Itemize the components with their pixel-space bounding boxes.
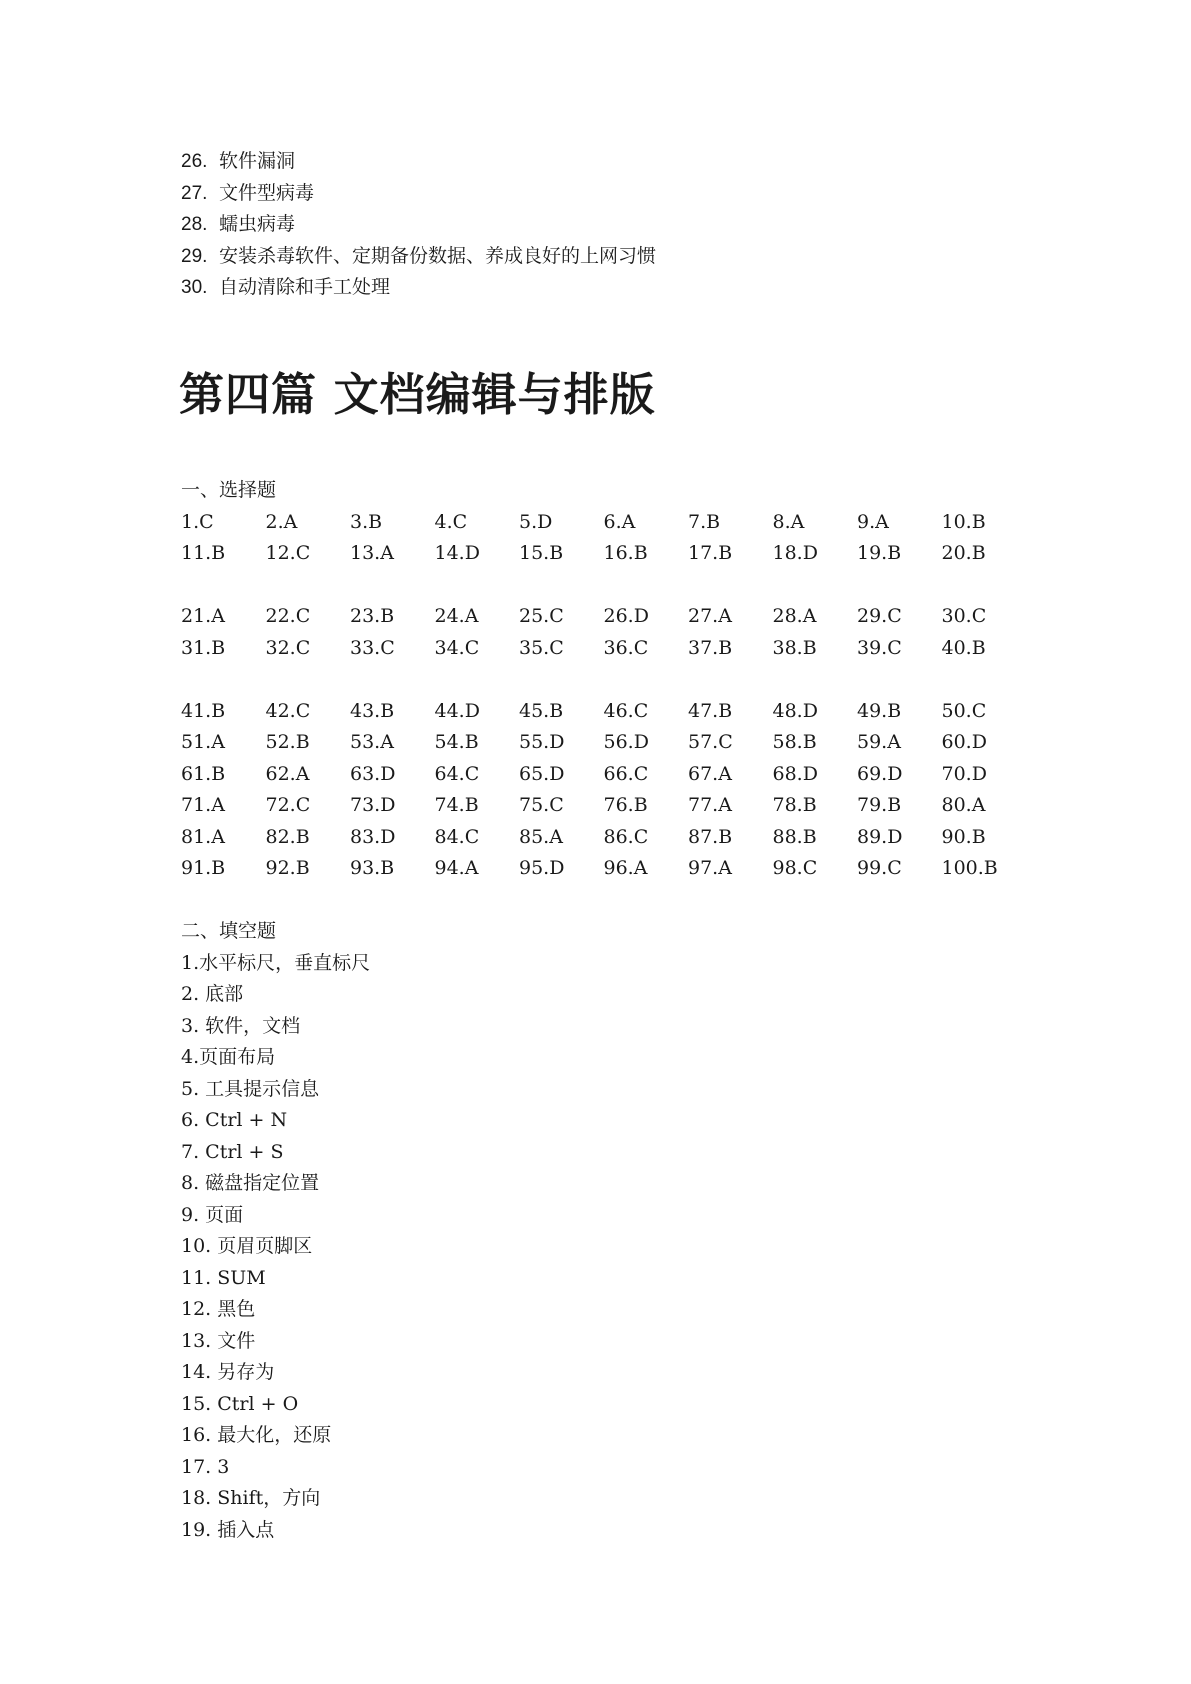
answer-cell: 48.D: [772, 699, 818, 722]
answer-row: [181, 696, 1026, 728]
answer-cell: 73.D: [350, 794, 396, 816]
answer-cell: 67.A: [688, 762, 732, 785]
answer-cell: 42.C: [265, 699, 311, 722]
list-item: 16. 最大化，还原: [181, 1424, 332, 1446]
answer-cell: 16.B: [603, 542, 648, 564]
answer-row: [181, 853, 1026, 885]
answer-cell: 47.B: [688, 699, 733, 722]
answer-cell: 36.C: [603, 636, 649, 659]
answer-cell: 78.B: [772, 794, 817, 816]
answer-cell: 75.C: [519, 794, 564, 816]
list-item: [181, 272, 656, 304]
answer-cell: 82.B: [265, 825, 310, 848]
list-item: [181, 178, 656, 210]
answer-cell: 45.B: [519, 699, 564, 722]
answer-cell: 70.D: [941, 762, 987, 785]
answer-cell: 23.B: [350, 605, 395, 627]
answer-cell: 58.B: [772, 731, 817, 753]
answer-cell: 49.B: [857, 699, 902, 722]
list-item: 11. SUM: [181, 1266, 266, 1289]
list-item: 19. 插入点: [181, 1518, 275, 1541]
answer-cell: 88.B: [772, 825, 817, 848]
answer-cell: 33.C: [350, 636, 395, 659]
answer-cell: 26.D: [603, 605, 649, 627]
choice-answer-grid: [181, 507, 1026, 885]
answer-cell: 89.D: [857, 825, 903, 848]
answer-cell: 90.B: [941, 825, 986, 848]
answer-cell: 27.A: [688, 605, 732, 627]
answer-cell: 44.D: [434, 699, 480, 722]
list-item: 8. 磁盘指定位置: [181, 1172, 320, 1194]
answer-cell: 15.B: [519, 542, 564, 564]
fill-section-label: 二、填空题: [181, 920, 277, 942]
answer-cell: 100.B: [941, 857, 998, 879]
answer-cell: 24.A: [434, 605, 479, 627]
answer-cell: 66.C: [603, 762, 649, 785]
answer-cell: 77.A: [688, 794, 732, 816]
answer-row: [181, 507, 1026, 539]
answer-cell: 63.D: [350, 762, 396, 785]
item-text: 软件漏洞: [219, 151, 296, 172]
answer-cell: 46.C: [603, 699, 649, 722]
answer-cell: 8.A: [772, 510, 805, 533]
answer-cell: 51.A: [181, 731, 225, 753]
answer-cell: 59.A: [857, 731, 901, 753]
answer-cell: 84.C: [434, 825, 480, 848]
answer-cell: 57.C: [688, 731, 733, 753]
item-text: 文件型病毒: [219, 182, 315, 204]
answer-cell: 74.B: [434, 794, 479, 816]
list-item: [181, 209, 656, 241]
answer-cell: 22.C: [265, 605, 311, 627]
answer-cell: 55.D: [519, 731, 565, 753]
answer-cell: 76.B: [603, 794, 648, 816]
answer-cell: 25.C: [519, 605, 564, 627]
list-item: [181, 146, 656, 178]
answer-row: [181, 727, 1026, 759]
list-item: 18. Shift，方向: [181, 1487, 321, 1509]
item-number: 30.: [181, 277, 208, 298]
answer-cell: 37.B: [688, 636, 733, 659]
answer-cell: 80.A: [941, 794, 986, 816]
answer-cell: 81.A: [181, 825, 225, 848]
answer-cell: 40.B: [941, 636, 986, 659]
answer-cell: 56.D: [603, 731, 649, 753]
answer-cell: 41.B: [181, 699, 226, 722]
answer-cell: 65.D: [519, 762, 565, 785]
answer-cell: 53.A: [350, 731, 394, 753]
answer-cell: 62.A: [265, 762, 310, 785]
answer-cell: 99.C: [857, 857, 902, 879]
answer-cell: 69.D: [857, 762, 903, 785]
answer-cell: 32.C: [265, 636, 311, 659]
answer-cell: 86.C: [603, 825, 649, 848]
answer-cell: 19.B: [857, 542, 902, 564]
answer-cell: 50.C: [941, 699, 987, 722]
item-number: 29.: [181, 245, 208, 267]
answer-cell: 21.A: [181, 605, 225, 627]
fill-answer-list: [181, 948, 370, 1547]
choice-section-label: 一、选择题: [181, 479, 277, 501]
answer-cell: 64.C: [434, 762, 480, 785]
answer-cell: 39.C: [857, 636, 902, 659]
answer-cell: 60.D: [941, 731, 987, 753]
item-number: 27.: [181, 182, 208, 204]
answer-cell: 18.D: [772, 542, 818, 564]
answer-cell: 95.D: [519, 857, 565, 879]
list-item: 13. 文件: [181, 1329, 256, 1352]
answer-cell: 79.B: [857, 794, 902, 816]
answer-cell: 14.D: [434, 542, 480, 564]
answer-cell: 20.B: [941, 542, 986, 564]
list-item: 14. 另存为: [181, 1361, 275, 1383]
list-item: 2. 底部: [181, 983, 244, 1005]
item-text: 蠕虫病毒: [219, 214, 296, 235]
answer-cell: 68.D: [772, 762, 818, 785]
answer-cell: 96.A: [603, 857, 648, 879]
answer-cell: 43.B: [350, 699, 395, 722]
list-item: 12. 黑色: [181, 1298, 256, 1320]
list-item: 3. 软件，文档: [181, 1014, 301, 1037]
answer-cell: 35.C: [519, 636, 564, 659]
item-number: 28.: [181, 214, 208, 235]
answer-cell: 28.A: [772, 605, 817, 627]
answer-cell: 38.B: [772, 636, 817, 659]
list-item: 6. Ctrl + N: [181, 1109, 288, 1131]
answer-cell: 31.B: [181, 636, 226, 659]
answer-row: [181, 790, 1026, 822]
answer-cell: 11.B: [181, 542, 226, 564]
answer-cell: 85.A: [519, 825, 563, 848]
answer-cell: 5.D: [519, 510, 553, 533]
list-item: 7. Ctrl + S: [181, 1140, 284, 1163]
answer-cell: 2.A: [265, 510, 298, 533]
answer-cell: 30.C: [941, 605, 987, 627]
item-number: 26.: [181, 151, 208, 172]
answer-cell: 93.B: [350, 857, 395, 879]
answer-cell: 29.C: [857, 605, 902, 627]
answer-cell: 4.C: [434, 510, 468, 533]
answer-cell: 7.B: [688, 510, 721, 533]
list-item: 9. 页面: [181, 1203, 244, 1226]
answer-cell: 13.A: [350, 542, 394, 564]
answer-cell: 9.A: [857, 510, 889, 533]
list-item: 10. 页眉页脚区: [181, 1235, 313, 1257]
answer-row: [181, 759, 1026, 791]
answer-cell: 52.B: [265, 731, 310, 753]
answer-cell: 17.B: [688, 542, 733, 564]
list-item: 5. 工具提示信息: [181, 1077, 320, 1100]
answer-cell: 54.B: [434, 731, 479, 753]
answer-cell: 83.D: [350, 825, 396, 848]
list-item: [181, 241, 656, 273]
answer-cell: 91.B: [181, 857, 226, 879]
list-item: 1.水平标尺，垂直标尺: [181, 951, 371, 974]
answer-cell: 98.C: [772, 857, 818, 879]
answer-row: [181, 538, 1026, 570]
answer-cell: 92.B: [265, 857, 310, 879]
answer-cell: 12.C: [265, 542, 311, 564]
answer-row: [181, 822, 1026, 854]
answer-cell: 71.A: [181, 794, 225, 816]
item-text: 自动清除和手工处理: [219, 277, 391, 298]
list-item: 15. Ctrl + O: [181, 1392, 299, 1415]
answer-cell: 1.C: [181, 510, 214, 533]
answer-cell: 3.B: [350, 510, 383, 533]
answer-row: [181, 633, 1026, 665]
answer-cell: 72.C: [265, 794, 311, 816]
answer-cell: 6.A: [603, 510, 636, 533]
answer-cell: 61.B: [181, 762, 226, 785]
answer-row: [181, 601, 1026, 633]
answer-cell: 94.A: [434, 857, 479, 879]
previous-answers-list: [181, 146, 656, 304]
list-item: 17. 3: [181, 1455, 230, 1478]
answer-cell: 87.B: [688, 825, 733, 848]
answer-cell: 34.C: [434, 636, 480, 659]
chapter-heading: 第四篇 文档编辑与排版: [179, 368, 656, 421]
answer-cell: 10.B: [941, 510, 986, 533]
list-item: 4.页面布局: [181, 1046, 276, 1068]
item-text: 安装杀毒软件、定期备份数据、养成良好的上网习惯: [219, 245, 657, 267]
answer-cell: 97.A: [688, 857, 732, 879]
